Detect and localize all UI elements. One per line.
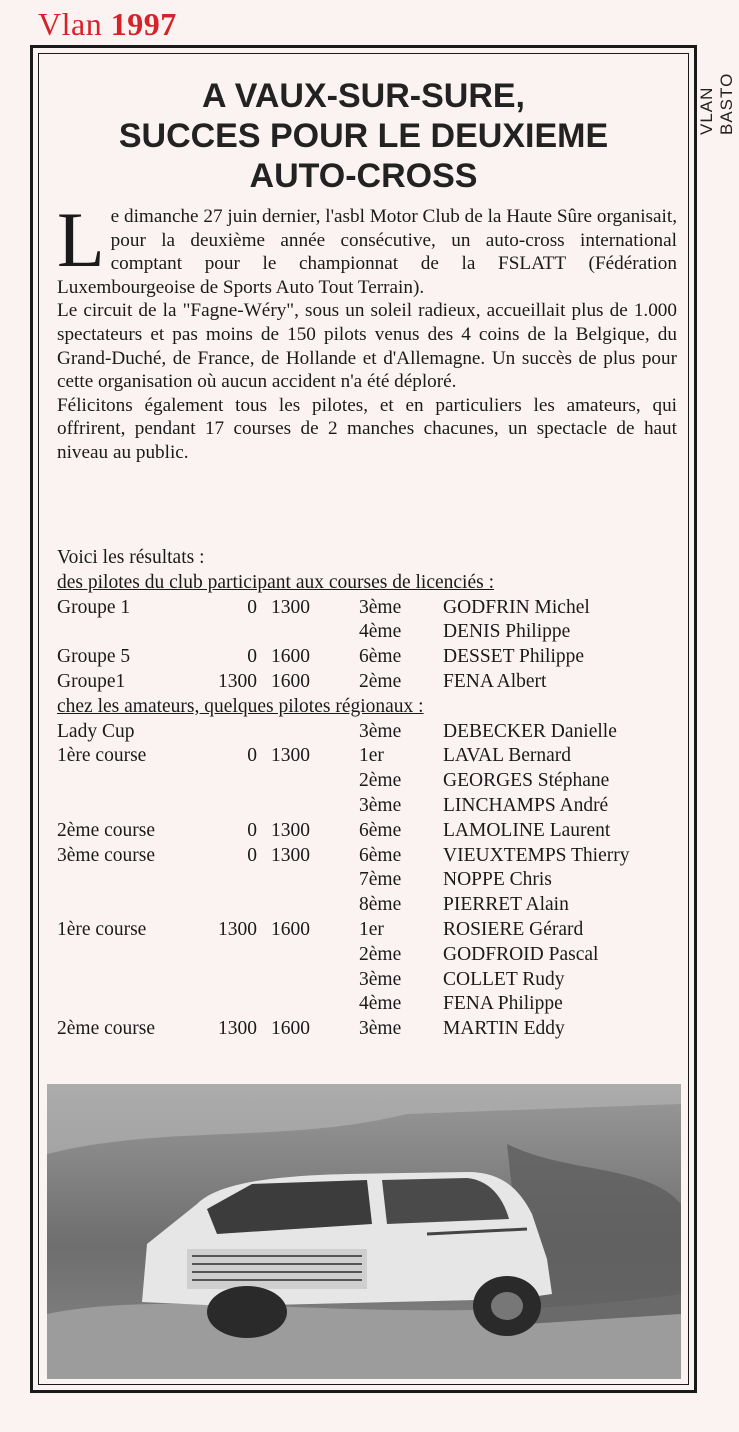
result-row xyxy=(57,893,687,918)
result-place: 2ème xyxy=(359,670,402,692)
pilot-name: DESSET Philippe xyxy=(443,646,585,668)
result-place: 8ème xyxy=(359,894,402,916)
result-place: 6ème xyxy=(359,819,402,841)
pilot-name: DEBECKER Danielle xyxy=(443,720,617,742)
pilot-name: FENA Philippe xyxy=(443,993,563,1015)
result-row xyxy=(57,670,687,695)
result-row xyxy=(57,868,687,893)
headline-line: A VAUX-SUR-SURE, xyxy=(201,77,526,115)
result-place: 3ème xyxy=(359,1018,402,1040)
result-place: 3ème xyxy=(359,968,402,990)
result-place: 4ème xyxy=(359,621,402,643)
paragraph-1 xyxy=(57,196,677,299)
result-place: 3ème xyxy=(359,596,402,618)
result-place: 4ème xyxy=(359,993,402,1015)
race-category: 2ème course xyxy=(57,819,155,841)
article-frame xyxy=(30,45,697,1393)
race-category: Lady Cup xyxy=(57,720,135,742)
range-to: 1300 xyxy=(271,819,310,841)
pilot-name: GODFROID Pascal xyxy=(443,943,599,965)
paragraph-1-text: e dimanche 27 juin dernier, l'asbl Motor Club de la Haute Sûre organisait, pour la deuxième année consécutive, un auto-cross international comptant pour le championnat de la FSLATT (Fédération Luxembourgeoise de Sports Auto Tout Terrain). xyxy=(57,206,677,298)
range-to: 1600 xyxy=(271,646,310,668)
result-place: 3ème xyxy=(359,794,402,816)
pilot-name: COLLET Rudy xyxy=(443,968,565,990)
range-from: 0 xyxy=(247,745,257,767)
pilot-name: LAVAL Bernard xyxy=(443,745,571,767)
result-row xyxy=(57,645,687,670)
headline-line: AUTO-CROSS xyxy=(249,157,478,195)
pilot-name: PIERRET Alain xyxy=(443,894,569,916)
result-place: 2ème xyxy=(359,770,402,792)
amateurs-heading: chez les amateurs, quelques pilotes régionaux : xyxy=(57,695,424,717)
pilot-name: NOPPE Chris xyxy=(443,869,552,891)
pilot-name: VIEUXTEMPS Thierry xyxy=(443,844,630,866)
range-to: 1300 xyxy=(271,596,310,618)
result-row xyxy=(57,744,687,769)
pilot-name: LAMOLINE Laurent xyxy=(443,819,611,841)
drop-cap: L xyxy=(57,196,105,283)
range-to: 1600 xyxy=(271,918,310,940)
range-to: 1600 xyxy=(271,1018,310,1040)
race-car-photo xyxy=(47,1084,681,1379)
range-from: 1300 xyxy=(218,670,257,692)
range-to: 1600 xyxy=(271,670,310,692)
article-body xyxy=(57,196,677,465)
photo-illustration xyxy=(47,1084,681,1379)
results-section xyxy=(57,546,687,1042)
race-category: 1ère course xyxy=(57,745,147,767)
result-row xyxy=(57,596,687,621)
pilot-name: DENIS Philippe xyxy=(443,621,571,643)
result-row xyxy=(57,819,687,844)
race-category: 3ème course xyxy=(57,844,155,866)
race-category: 2ème course xyxy=(57,1018,155,1040)
paragraph-2: Le circuit de la "Fagne-Wéry", sous un soleil radieux, accueillait plus de 1.000 spectateurs et pas moins de 150 pilots venus des 4 coins de la Belgique, du Grand-Duché, de France, de Hollande et d'Allemagne. Un succès de plus pour cette organisation où aucun accident n'a été déploré. xyxy=(57,300,677,393)
paragraph-3: Félicitons également tous les pilotes, et en particuliers les amateurs, qui offrirent, pendant 17 courses de 2 manches chacunes, un spectacle de haut niveau au public. xyxy=(57,394,677,463)
pilot-name: GEORGES Stéphane xyxy=(443,770,610,792)
pilot-name: ROSIERE Gérard xyxy=(443,918,584,940)
result-row xyxy=(57,918,687,943)
range-to: 1300 xyxy=(271,844,310,866)
pilot-name: MARTIN Eddy xyxy=(443,1018,565,1040)
result-row xyxy=(57,620,687,645)
result-row xyxy=(57,769,687,794)
race-category: Groupe1 xyxy=(57,670,126,692)
licensed-heading: des pilotes du club participant aux courses de licenciés : xyxy=(57,571,494,593)
source-name: Vlan xyxy=(38,6,103,42)
licensed-results-table xyxy=(57,596,687,695)
pilot-name: LINCHAMPS André xyxy=(443,794,609,816)
race-category: Groupe 1 xyxy=(57,596,131,618)
result-row xyxy=(57,720,687,745)
article-headline xyxy=(33,76,694,196)
pilot-name: FENA Albert xyxy=(443,670,547,692)
pilot-name: GODFRIN Michel xyxy=(443,596,590,618)
range-from: 0 xyxy=(247,646,257,668)
source-year: 1997 xyxy=(110,6,177,42)
result-row xyxy=(57,943,687,968)
headline-line: SUCCES POUR LE DEUXIEME xyxy=(118,117,609,155)
result-place: 1er xyxy=(359,745,384,767)
range-from: 0 xyxy=(247,844,257,866)
result-place: 1er xyxy=(359,918,384,940)
results-intro: Voici les résultats : xyxy=(57,547,205,568)
result-place: 2ème xyxy=(359,943,402,965)
range-from: 1300 xyxy=(218,918,257,940)
result-place: 7ème xyxy=(359,869,402,891)
range-from: 0 xyxy=(247,819,257,841)
race-category: 1ère course xyxy=(57,918,147,940)
result-row xyxy=(57,992,687,1017)
result-row xyxy=(57,794,687,819)
result-row xyxy=(57,844,687,869)
range-from: 1300 xyxy=(218,1018,257,1040)
result-row xyxy=(57,1017,687,1042)
race-category: Groupe 5 xyxy=(57,646,131,668)
range-from: 0 xyxy=(247,596,257,618)
result-place: 3ème xyxy=(359,720,402,742)
result-place: 6ème xyxy=(359,646,402,668)
result-place: 6ème xyxy=(359,844,402,866)
vertical-margin-text: VLAN BASTO xyxy=(697,72,736,135)
amateur-results-table xyxy=(57,720,687,1042)
source-label xyxy=(38,6,177,43)
result-row xyxy=(57,968,687,993)
range-to: 1300 xyxy=(271,745,310,767)
